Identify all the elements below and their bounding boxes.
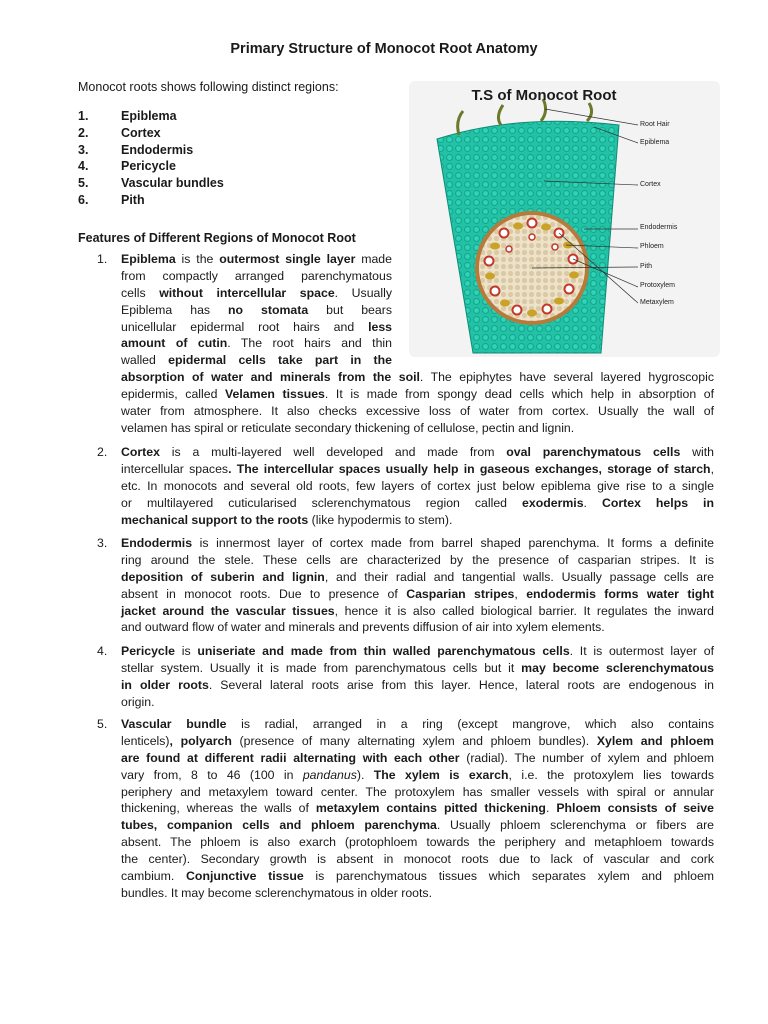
section-number: 5. (97, 717, 108, 731)
paragraph-line: origin. (121, 694, 155, 709)
intro-text: Monocot roots shows following distinct regions: (78, 80, 339, 94)
label-endodermis: Endodermis (640, 224, 678, 231)
paragraph-line: Epiblema is the outermost single layer made (121, 252, 392, 266)
paragraph-line: water from atmosphere. It also checks excessive loss of water from cortex. Usually the wall of (121, 404, 714, 419)
label-pith: Pith (640, 263, 653, 270)
paragraph-line: or multilayered cuticularised sclerenchymatous region called exodermis. Cortex helps in (121, 495, 714, 510)
paragraph-line: Endodermis is innermost layer of cortex made from barrel shaped parenchyma. It forms a definite (121, 536, 714, 550)
paragraph-line: Epiblema has no stomata but bears (121, 302, 392, 317)
section-epiblema (121, 251, 714, 437)
section-number: 3. (97, 536, 108, 550)
paragraph-line: amount of cutin. The root hairs and thin (121, 336, 393, 351)
list-item: 6. Pith (78, 192, 145, 207)
section-number: 2. (97, 445, 108, 459)
label-cortex: Cortex (640, 181, 661, 188)
list-item: 2. Cortex (78, 125, 161, 140)
paragraph-line: lenticels), polyarch (presence of many alternating xylem and phloem bundles). Xylem and phloem (121, 733, 714, 748)
diagram-title: T.S of Monocot Root (471, 87, 617, 104)
paragraph-line: unicellular epidermal root hairs and less (121, 319, 392, 334)
paragraph-line: etc. In monocots and several old roots, few layers of cortex just below epiblema give rise to a single (121, 478, 714, 493)
paragraph-line: Vascular bundle is radial, arranged in a ring (except mangrove, which also contains (121, 717, 714, 731)
list-item: 5. Vascular bundles (78, 176, 224, 191)
paragraph-line: periphery and metaxylem toward center. The protoxylem has smaller vessels with spiral or annular (121, 784, 714, 799)
label-metaxylem: Metaxylem (640, 299, 674, 306)
label-protoxylem: Protoxylem (640, 282, 676, 289)
root-hair (587, 103, 592, 121)
page-title: Primary Structure of Monocot Root Anatomy (230, 41, 538, 57)
paragraph-line: mechanical support to the roots (like hypodermis to stem). (121, 512, 453, 527)
label-phloem: Phloem (640, 243, 664, 250)
section-cortex (121, 444, 714, 528)
paragraph-line: bundles. It may become sclerenchymatous in older roots. (121, 885, 432, 900)
label-epiblema: Epiblema (640, 139, 670, 146)
paragraph-line: intercellular spaces. The intercellular spaces usually help in gaseous exchanges, storage of starch, (121, 461, 714, 476)
paragraph-line: thickening, whereas the walls of metaxylem contains pitted thickening. Phloem consists of seive (121, 801, 714, 816)
section-number: 1. (97, 252, 108, 266)
paragraph-line: are found at different radii alternating with each other (radial). The number of xylem and phloem (121, 750, 714, 765)
paragraph-line: and outward flow of water and minerals and prevents diffusion of air into xylem elements. (121, 620, 605, 635)
paragraph-line: absorption of water and minerals from the soil. The epiphytes have several layered hygroscopic (121, 370, 714, 385)
paragraph-line: Cortex is a multi-layered well developed and made from oval parenchymatous cells with (121, 445, 714, 459)
regions-list (78, 109, 224, 210)
root-hair (498, 105, 503, 125)
paragraph-line: jacket around the vascular tissues, hence it is also called biological barrier. It regulates the inward (121, 603, 715, 618)
paragraph-line: ring around the stele. These cells are characterized by the presence of casparian stripes. It is (121, 552, 714, 567)
paragraph-line: Pericycle is uniseriate and made from thin walled parenchymatous cells. It is outermost layer of (121, 644, 714, 658)
paragraph-line: vary from, 8 to 46 (100 in pandanus). The xylem is exarch, i.e. the protoxylem lies towards (121, 767, 714, 782)
paragraph-line: tubes, companion cells and phloem parenchyma. Usually phloem sclerenchyma or fibers are (121, 818, 715, 833)
paragraph-line: the center). Secondary growth is absent in monocot roots due to lack of vascular and cork (121, 852, 714, 867)
paragraph-line: absent. The phloem is also exarch (protophloem towards the periphery and metaphloem towards (121, 835, 714, 850)
section-pericycle (121, 643, 714, 711)
paragraph-line: absent in monocot roots. Due to presence of Casparian stripes, endodermis forms water tight (121, 586, 714, 601)
section-endodermis (121, 535, 714, 636)
list-item: 4. Pericycle (78, 159, 176, 174)
paragraph-line: deposition of suberin and lignin, and their radial and tangential walls. Usually passage cells are (121, 569, 715, 584)
section-number: 4. (97, 644, 108, 658)
list-item: 1. Epiblema (78, 109, 177, 123)
label-root-hair: Root Hair (640, 121, 670, 128)
paragraph-line: velamen has spiral or reticulate secondary thickening of cellulose, pectin and lignin. (121, 420, 575, 435)
paragraph-line: in older roots. Several lateral roots arise from this layer. Hence, lateral roots are endogenous in (121, 677, 714, 692)
paragraph-line: stellar system. Usually it is made from parenchymatous cells but it may become sclerenchymatous (121, 660, 714, 675)
list-item: 3. Endodermis (78, 142, 194, 157)
paragraph-line: cells without intercellular space. Usually (121, 285, 392, 300)
section-vascular-bundle (121, 716, 714, 902)
root-hair (458, 111, 463, 135)
paragraph-line: walled epidermal cells take part in the (121, 353, 392, 368)
features-heading: Features of Different Regions of Monocot Root (78, 231, 356, 245)
paragraph-line: cambium. Conjunctive tissue is parenchymatous tissues which separates xylem and phloem (121, 869, 715, 884)
paragraph-line: epidermis, called Velamen tissues. It is made from spongy dead cells which help in absorption of (121, 387, 714, 402)
paragraph-line: from compactly arranged parenchymatous (121, 268, 392, 283)
